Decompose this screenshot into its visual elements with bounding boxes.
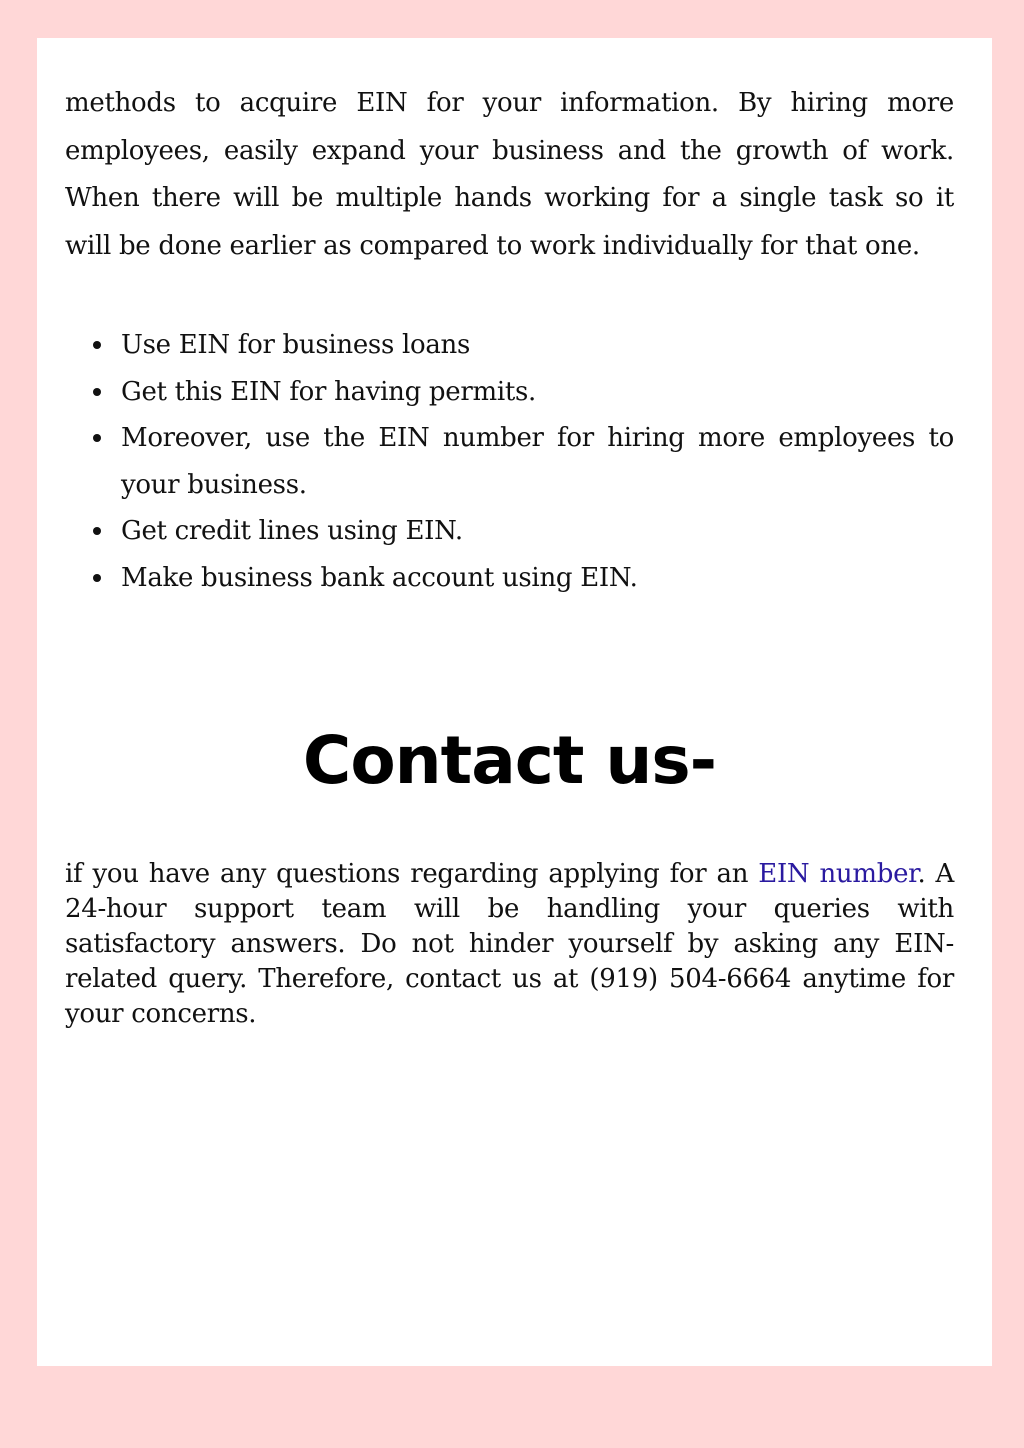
page-content bbox=[65, 80, 954, 1032]
contact-text-before-link: if you have any questions regarding applying for an bbox=[65, 859, 759, 889]
list-item-text: Make business bank account using EIN. bbox=[121, 562, 638, 593]
bullet-icon bbox=[93, 527, 101, 535]
bullet-icon bbox=[93, 388, 101, 396]
bullet-icon bbox=[93, 434, 101, 442]
bullet-icon bbox=[93, 574, 101, 582]
bullet-icon bbox=[93, 341, 101, 349]
benefits-list bbox=[65, 322, 954, 601]
list-item bbox=[121, 369, 954, 416]
intro-paragraph: methods to acquire EIN for your information. By hiring more employees, easily expand your business and the growth of work. When there will be multiple hands working for a single task so it will be done earlier as compared to work individually for that one. bbox=[65, 88, 954, 261]
list-item bbox=[121, 322, 954, 369]
list-item bbox=[121, 415, 954, 508]
list-item-text: Moreover, use the EIN number for hiring more employees to your business. bbox=[121, 423, 954, 500]
contact-heading: Contact us- bbox=[302, 722, 717, 799]
document-page bbox=[37, 38, 992, 1366]
list-item-text: Use EIN for business loans bbox=[121, 330, 471, 360]
list-item-text: Get credit lines using EIN. bbox=[121, 516, 463, 546]
list-item bbox=[121, 508, 954, 555]
contact-text-after-link: . A 24-hour support team will be handling your queries with satisfactory answers. Do not hinder yourself by asking any EIN-related query. Therefore, contact us at (919) 504-6664 anytime for your concerns. bbox=[65, 859, 954, 1029]
ein-number-link[interactable]: EIN number bbox=[758, 859, 918, 889]
list-item bbox=[121, 555, 954, 602]
list-item-text: Get this EIN for having permits. bbox=[121, 376, 537, 407]
contact-paragraph bbox=[65, 857, 954, 1032]
